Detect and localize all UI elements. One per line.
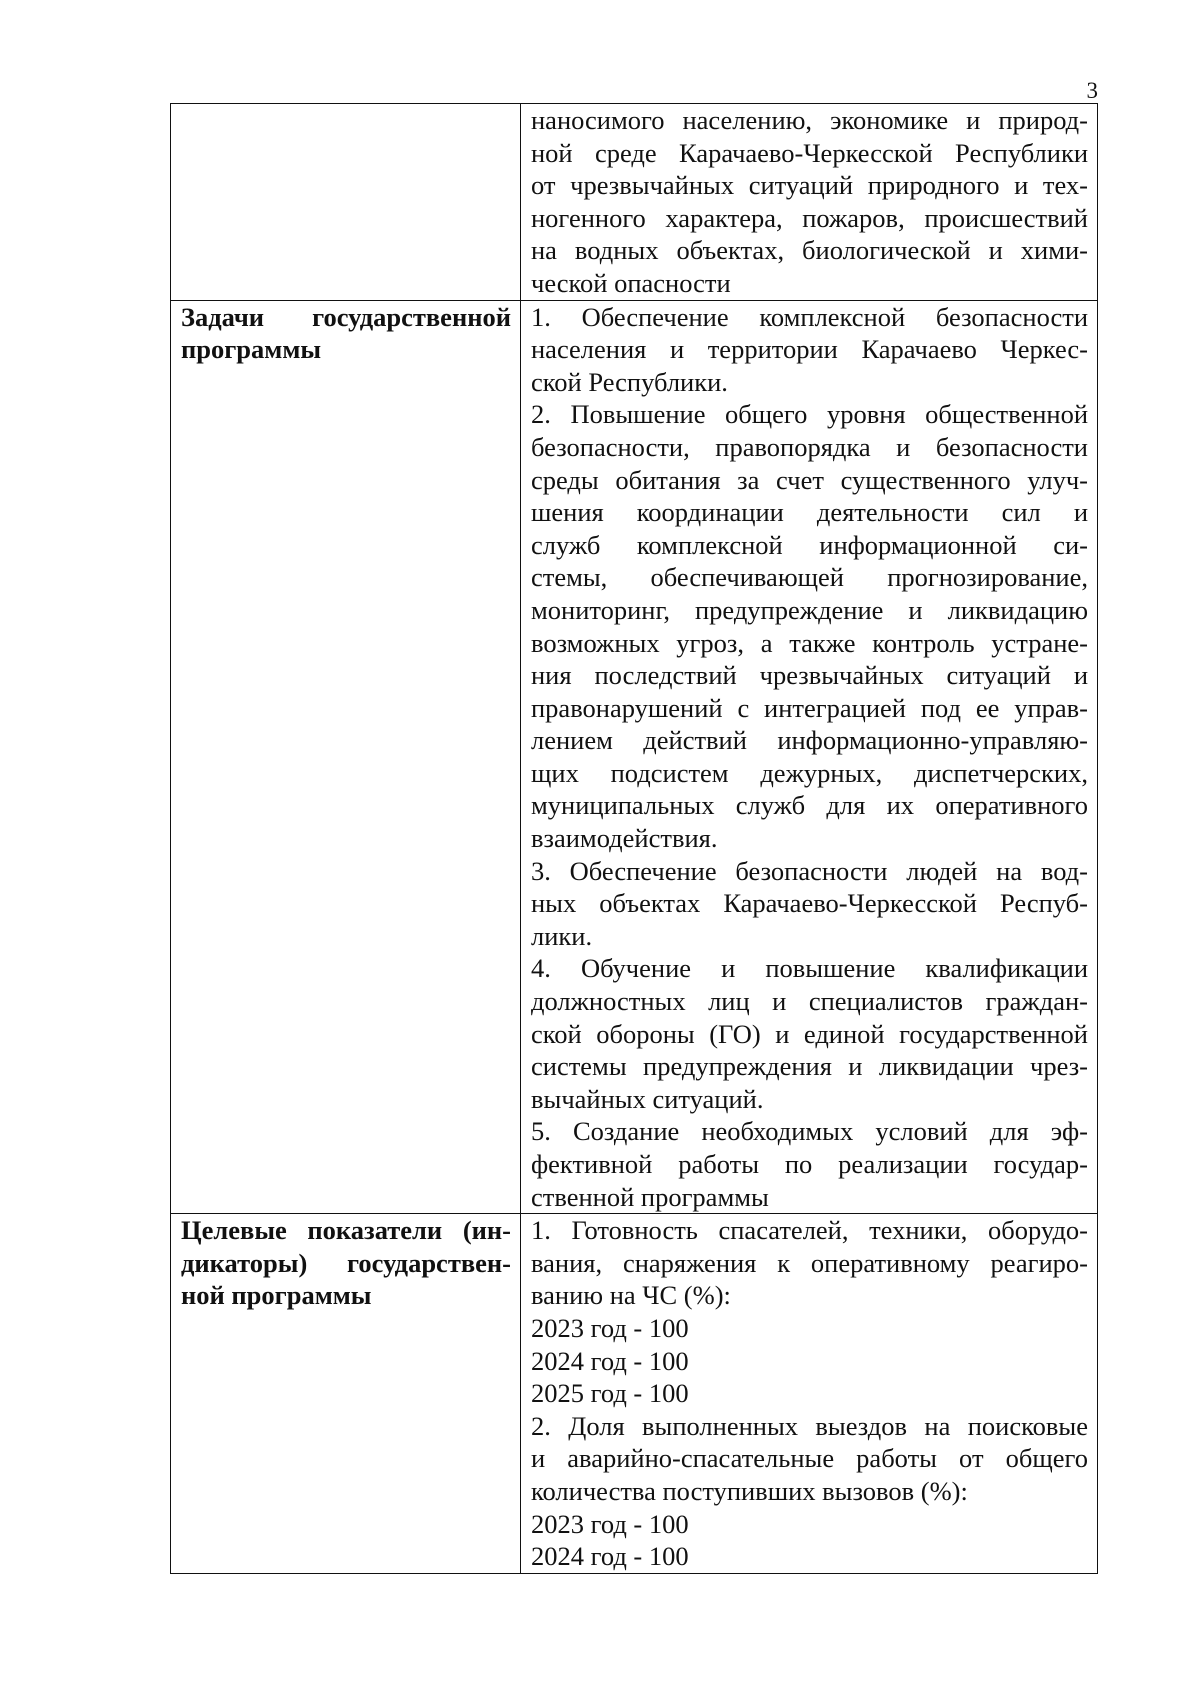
- text-line: ногенного характера, пожаров, происшествий: [531, 202, 1088, 233]
- text-line: Целевые показатели (ин-: [181, 1215, 511, 1246]
- text-line: наносимого населению, экономике и природ-: [531, 105, 1088, 135]
- value-cell: [521, 300, 1098, 1214]
- text-line: безопасности, правопорядка и безопасности: [531, 431, 1088, 462]
- text-line: лики.: [531, 920, 593, 951]
- text-line: вания, снаряжения к оперативному реагиро-: [531, 1247, 1088, 1278]
- text-line: 2. Доля выполненных выездов на поисковые: [531, 1410, 1088, 1441]
- text-line: ных объектах Карачаево-Черкесской Респуб-: [531, 888, 1088, 919]
- text-line: ственной программы: [531, 1181, 769, 1212]
- program-passport-table: [170, 103, 1098, 1574]
- text-line: взаимодействия.: [531, 823, 718, 854]
- text-line: мониторинг, предупреждение и ликвидацию: [531, 594, 1088, 625]
- text-line: должностных лиц и специалистов граждан-: [531, 986, 1088, 1017]
- text-line: фективной работы по реализации государ-: [531, 1149, 1088, 1179]
- text-line: 3. Обеспечение безопасности людей на вод-: [531, 855, 1088, 886]
- table-row-goal-continuation: [171, 104, 1098, 301]
- text-line: дикаторы) государствен-: [181, 1247, 511, 1278]
- text-line: 2023 год - 100: [531, 1508, 689, 1539]
- text-line: муниципальных служб для их оперативного: [531, 790, 1088, 821]
- value-cell: [521, 1214, 1098, 1574]
- text-line: возможных угроз, а также контроль устране-: [531, 627, 1088, 658]
- text-line: правонарушений с интеграцией под ее управ-: [531, 692, 1088, 723]
- text-line: ния последствий чрезвычайных ситуаций и: [531, 660, 1088, 691]
- text-line: шения координации деятельности сил и: [531, 497, 1088, 528]
- text-line: ной среде Карачаево-Черкесской Республики: [531, 137, 1088, 168]
- text-line: системы предупреждения и ликвидации чрез-: [531, 1051, 1088, 1082]
- text-line: 4. Обучение и повышение квалификации: [531, 953, 1088, 984]
- text-line: ванию на ЧС (%):: [531, 1280, 731, 1311]
- table-row-target-indicators: [171, 1214, 1098, 1574]
- table-body: [171, 104, 1098, 1574]
- text-line: 1. Готовность спасателей, техники, оборудо-: [531, 1215, 1088, 1246]
- text-line: служб комплексной информационной си-: [531, 529, 1088, 560]
- text-line: и аварийно-спасательные работы от общего: [531, 1443, 1088, 1474]
- label-cell: [171, 104, 521, 301]
- text-line: количества поступивших вызовов (%):: [531, 1475, 968, 1506]
- text-line: Задачи государственной: [181, 301, 511, 332]
- text-line: 2025 год - 100: [531, 1378, 689, 1409]
- text-line: от чрезвычайных ситуаций природного и тех-: [531, 170, 1088, 201]
- text-line: 2024 год - 100: [531, 1345, 689, 1376]
- text-line: среды обитания за счет существенного улуч-: [531, 464, 1088, 495]
- page-number: 3: [1086, 78, 1098, 103]
- text-line: на водных объектах, биологической и хими-: [531, 235, 1088, 266]
- text-line: вычайных ситуаций.: [531, 1083, 764, 1114]
- text-line: стемы, обеспечивающей прогнозирование,: [531, 562, 1088, 593]
- text-line: 2. Повышение общего уровня общественной: [531, 399, 1088, 430]
- text-line: щих подсистем дежурных, диспетчерских,: [531, 757, 1088, 788]
- text-line: ской обороны (ГО) и единой государственной: [531, 1018, 1088, 1049]
- text-line: 2023 год - 100: [531, 1312, 689, 1343]
- text-line: программы: [181, 334, 322, 365]
- text-line: 5. Создание необходимых условий для эф-: [531, 1116, 1088, 1147]
- text-line: ской Республики.: [531, 366, 728, 397]
- label-cell: [171, 1214, 521, 1574]
- text-line: ной программы: [181, 1280, 372, 1311]
- text-line: ческой опасности: [531, 267, 731, 298]
- text-line: населения и территории Карачаево Черкес-: [531, 334, 1088, 365]
- label-cell: [171, 300, 521, 1214]
- value-cell: [521, 104, 1098, 301]
- text-line: лением действий информационно-управляю-: [531, 725, 1088, 756]
- text-line: 2024 год - 100: [531, 1541, 689, 1572]
- table-row-program-tasks: [171, 300, 1098, 1214]
- text-line: 1. Обеспечение комплексной безопасности: [531, 301, 1088, 332]
